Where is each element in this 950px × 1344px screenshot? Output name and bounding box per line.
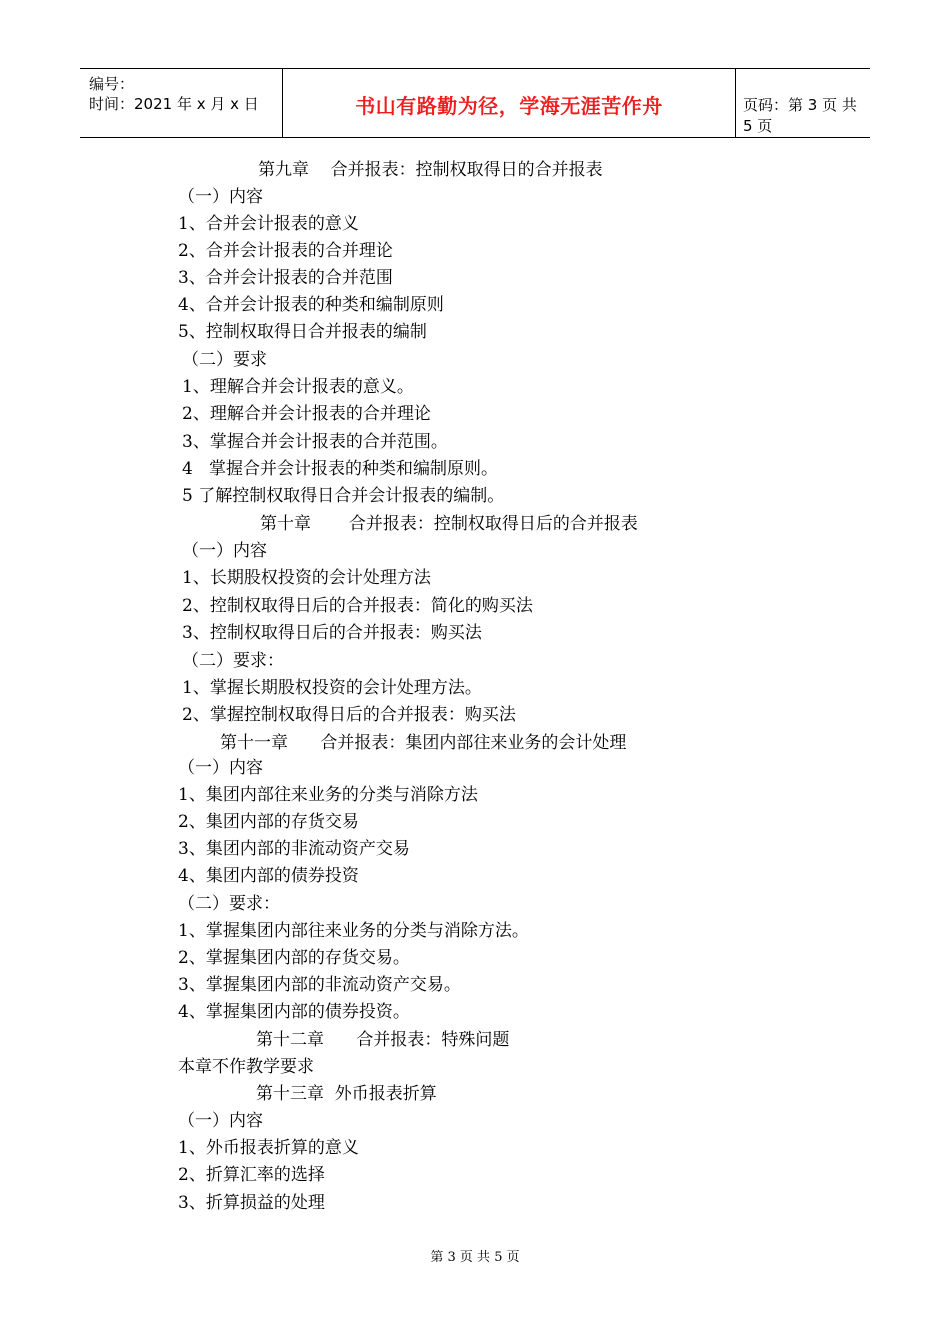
list-item: 1、掌握长期股权投资的会计处理方法。 [182, 678, 482, 698]
list-item: 2、掌握控制权取得日后的合并报表：购买法 [182, 705, 516, 725]
header-meta-cell [80, 69, 282, 137]
list-item: 2、控制权取得日后的合并报表：简化的购买法 [182, 596, 533, 616]
section-heading: （二）要求： [178, 894, 280, 914]
section-heading: （一）内容 [178, 1111, 263, 1131]
list-item: 3、控制权取得日后的合并报表：购买法 [182, 623, 482, 643]
list-item: 1、理解合并会计报表的意义。 [182, 377, 414, 397]
list-item: 3、集团内部的非流动资产交易 [178, 839, 410, 859]
list-item: 5 了解控制权取得日合并会计报表的编制。 [182, 486, 505, 506]
list-item: 3、折算损益的处理 [178, 1193, 325, 1213]
list-item: 2、掌握集团内部的存货交易。 [178, 948, 410, 968]
chapter-10-title: 第十章 合并报表：控制权取得日后的合并报表 [260, 514, 638, 534]
list-item: 1、长期股权投资的会计处理方法 [182, 568, 431, 588]
section-heading: （二）要求 [182, 350, 267, 370]
section-heading: （一）内容 [178, 758, 263, 778]
list-item: 4、合并会计报表的种类和编制原则 [178, 295, 444, 315]
motto-text: 书山有路勤为径，学海无涯苦作舟 [355, 94, 663, 118]
list-item: 3、掌握集团内部的非流动资产交易。 [178, 975, 461, 995]
section-heading: （二）要求： [182, 651, 284, 671]
list-item: 1、外币报表折算的意义 [178, 1138, 359, 1158]
page-header [80, 68, 870, 138]
header-motto-cell [282, 69, 736, 137]
list-item: 4 掌握合并会计报表的种类和编制原则。 [182, 459, 499, 479]
chapter-9-title: 第九章 合并报表：控制权取得日的合并报表 [258, 160, 603, 180]
header-page-cell [735, 69, 870, 137]
list-item: 3、掌握合并会计报表的合并范围。 [182, 432, 448, 452]
page-footer: 第 3 页 共 5 页 [430, 1250, 520, 1265]
list-item: 5、控制权取得日合并报表的编制 [178, 322, 427, 342]
document-date: 时间：2021 年 x 月 x 日 [89, 95, 259, 113]
list-item: 2、理解合并会计报表的合并理论 [182, 404, 431, 424]
list-item: 4、集团内部的债券投资 [178, 866, 359, 886]
chapter-12-title: 第十二章 合并报表：特殊问题 [256, 1030, 510, 1050]
chapter-13-title: 第十三章 外币报表折算 [256, 1084, 437, 1104]
list-item: 2、折算汇率的选择 [178, 1165, 325, 1185]
document-number-label: 编号： [89, 75, 135, 93]
chapter-11-title: 第十一章 合并报表：集团内部往来业务的会计处理 [220, 733, 627, 753]
paragraph: 本章不作教学要求 [178, 1057, 314, 1077]
list-item: 2、集团内部的存货交易 [178, 812, 359, 832]
list-item: 1、合并会计报表的意义 [178, 214, 359, 234]
list-item: 1、掌握集团内部往来业务的分类与消除方法。 [178, 921, 529, 941]
section-heading: （一）内容 [182, 541, 267, 561]
list-item: 4、掌握集团内部的债券投资。 [178, 1002, 410, 1022]
list-item: 1、集团内部往来业务的分类与消除方法 [178, 785, 478, 805]
list-item: 3、合并会计报表的合并范围 [178, 268, 393, 288]
list-item: 2、合并会计报表的合并理论 [178, 241, 393, 261]
section-heading: （一）内容 [178, 187, 263, 207]
header-page-info: 页码：第 3 页 共 5 页 [743, 96, 857, 135]
